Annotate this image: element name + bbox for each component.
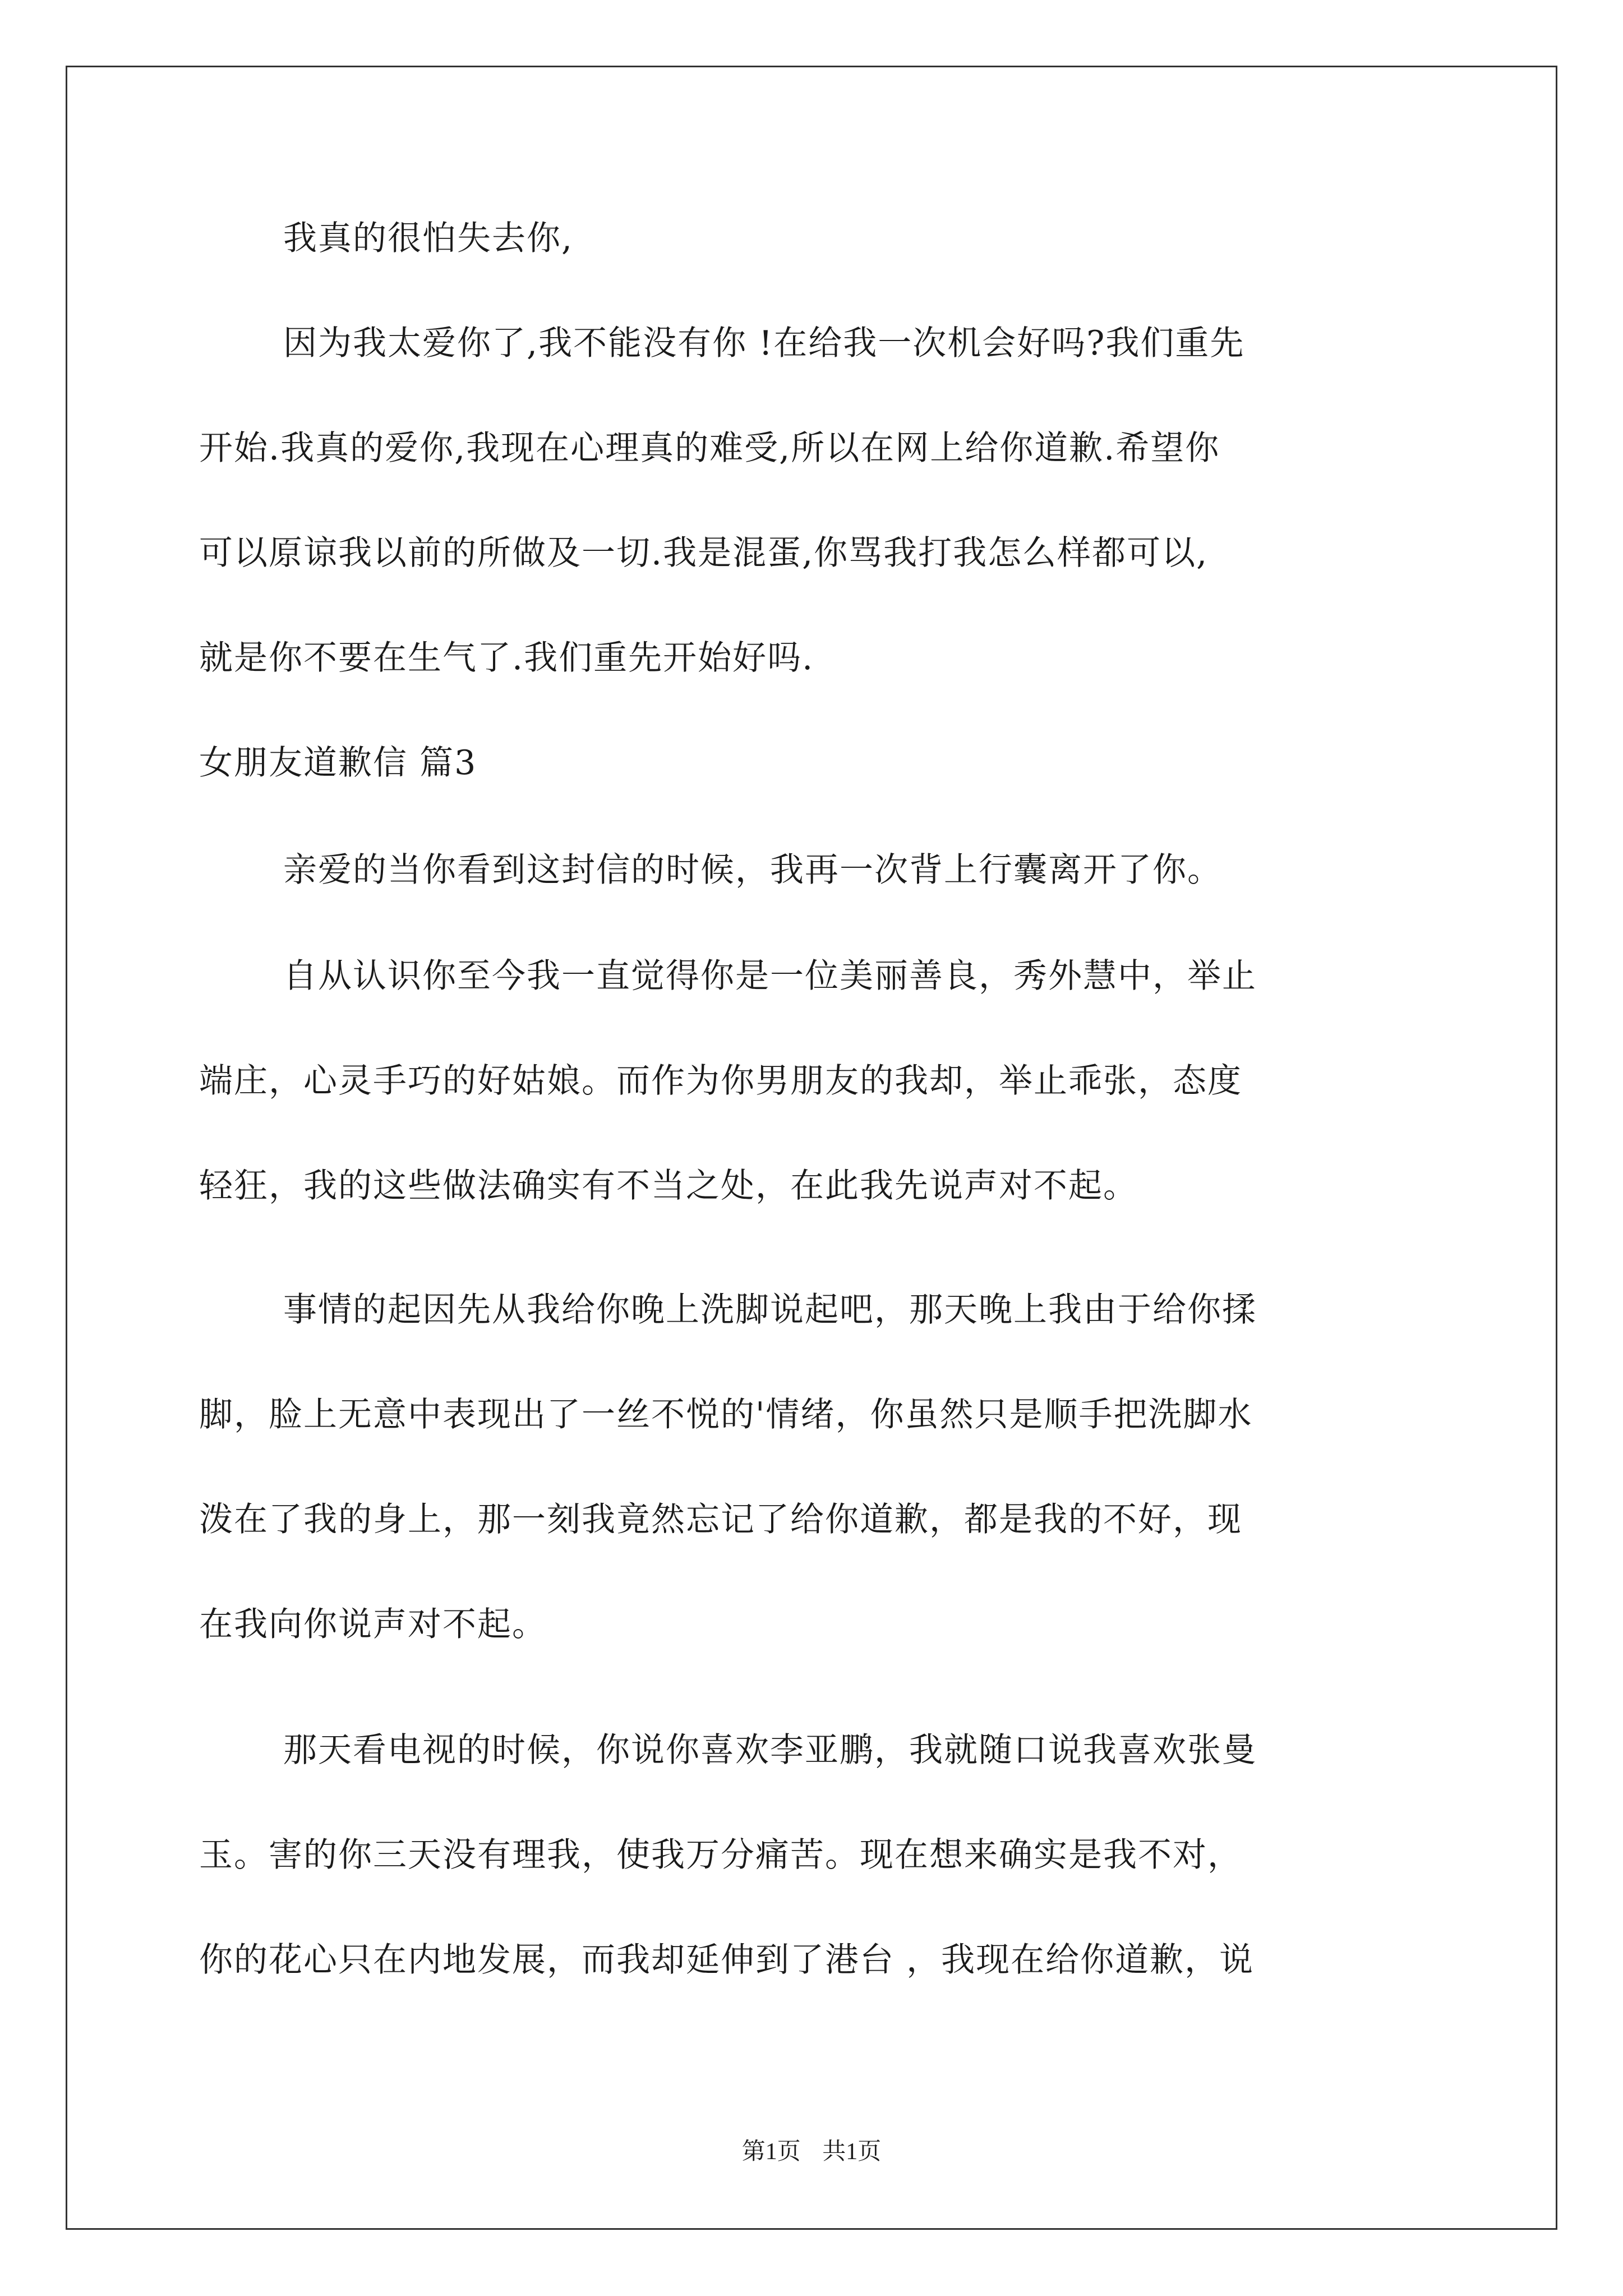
paragraph-line: 端庄，心灵手巧的好姑娘。而作为你男朋友的我却，举止乖张，态度 (199, 1061, 1242, 1101)
section-heading: 女朋友道歉信 篇3 (199, 743, 477, 783)
paragraph-line: 可以原谅我以前的所做及一切.我是混蛋,你骂我打我怎么样都可以, (199, 533, 1209, 573)
paragraph-line: 脚，脸上无意中表现出了一丝不悦的'情绪，你虽然只是顺手把洗脚水 (199, 1395, 1253, 1434)
paragraph-line: 自从认识你至今我一直觉得你是一位美丽善良，秀外慧中，举止 (283, 956, 1257, 996)
page-total-label: 共1页 (822, 2139, 882, 2165)
paragraph-line: 我真的很怕失去你, (283, 219, 574, 258)
paragraph-line: 亲爱的当你看到这封信的时候，我再一次背上行囊离开了你。 (283, 850, 1222, 890)
page-footer (0, 2140, 1623, 2164)
paragraph-line: 你的花心只在内地发展，而我却延伸到了港台 ，我现在给你道歉，说 (199, 1940, 1255, 1980)
paragraph-line: 事情的起因先从我给你晚上洗脚说起吧，那天晚上我由于给你揉 (283, 1290, 1257, 1329)
paragraph-line: 轻狂，我的这些做法确实有不当之处，在此我先说声对不起。 (199, 1166, 1138, 1205)
page-number-label: 第1页 (741, 2139, 801, 2165)
paragraph-line: 就是你不要在生气了.我们重先开始好吗. (199, 638, 814, 678)
paragraph-line: 泼在了我的身上，那一刻我竟然忘记了给你道歉，都是我的不好，现 (199, 1500, 1242, 1539)
paragraph-line: 在我向你说声对不起。 (199, 1605, 547, 1644)
paragraph-line: 因为我太爱你了,我不能没有你 !在给我一次机会好吗?我们重先 (283, 324, 1245, 363)
paragraph-line: 那天看电视的时候，你说你喜欢李亚鹏，我就随口说我喜欢张曼 (283, 1731, 1257, 1770)
page-border (66, 66, 1557, 2230)
paragraph-line: 开始.我真的爱你,我现在心理真的难受,所以在网上给你道歉.希望你 (199, 429, 1220, 468)
paragraph-line: 玉。害的你三天没有理我，使我万分痛苦。现在想来确实是我不对， (199, 1835, 1242, 1875)
